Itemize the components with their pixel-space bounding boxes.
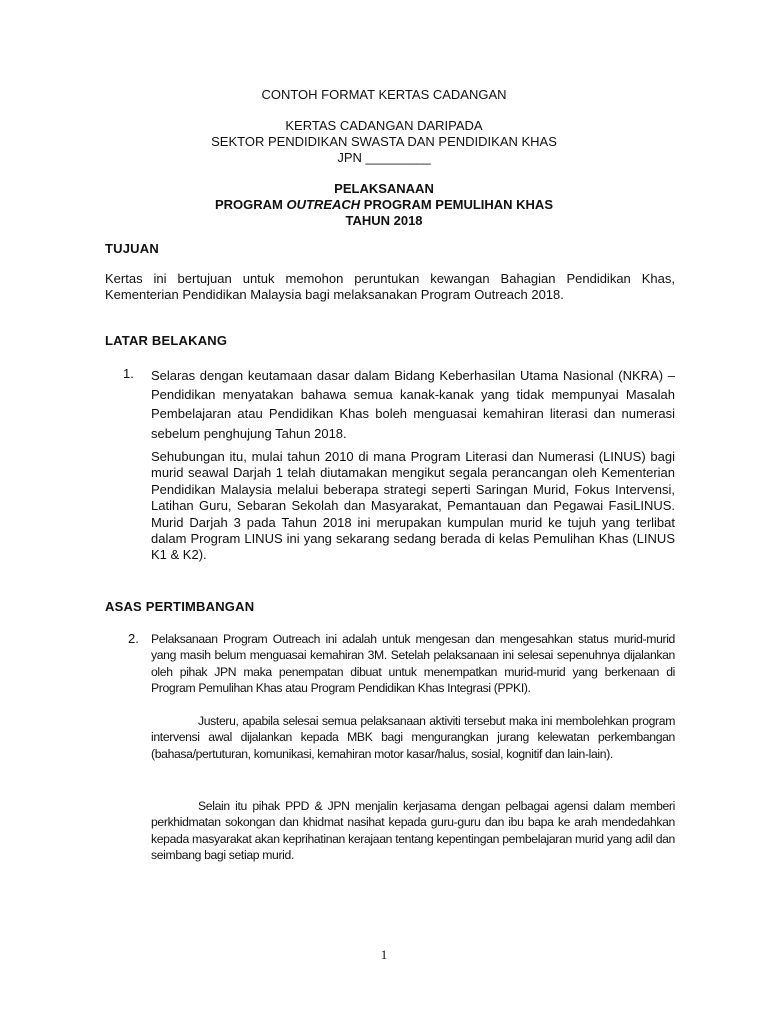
item-number-1: 1. — [123, 366, 134, 381]
jpn-line: JPN _________ — [337, 150, 431, 165]
item-number-2: 2. — [128, 631, 139, 646]
sector-line: SEKTOR PENDIDIKAN SWASTA DAN PENDIDIKAN KHAS — [211, 134, 557, 149]
section-heading-latar-belakang: LATAR BELAKANG — [105, 333, 228, 348]
tujuan-paragraph: Kertas ini bertujuan untuk memohon peruntukan kewangan Bahagian Pendidikan Khas, Kementerian Pendidikan Malaysia bagi melaksanakan Program Outreach 2018. — [105, 271, 675, 303]
asas-paragraph-2: Justeru, apabila selesai semua pelaksanaan aktiviti tersebut maka ini membolehkan program intervensi awal dijalankan kepada MBK bagi mengurangkan jurang kelewatan perkembangan (bahasa/pertuturan, komunikasi, kemahiran motor kasar/halus, sosial, kognitif dan lain-lain). — [151, 714, 675, 761]
program-title-line3: TAHUN 2018 — [345, 213, 423, 228]
latar-paragraph-1: Selaras dengan keutamaan dasar dalam Bidang Keberhasilan Utama Nasional (NKRA) – Pendidikan menyatakan bahawa semua kanak-kanak yang tidak mempunyai Masalah Pembelajaran atau Pendidikan Khas boleh menguasai kemahiran literasi dan numerasi sebelum penghujung Tahun 2018. — [151, 368, 675, 441]
program-title-outreach: OUTREACH — [286, 197, 361, 212]
section-heading-tujuan: TUJUAN — [105, 241, 159, 256]
program-title-line2 — [0, 197, 768, 212]
program-title-suffix: PROGRAM PEMULIHAN KHAS — [360, 197, 553, 212]
document-title: CONTOH FORMAT KERTAS CADANGAN — [261, 87, 507, 102]
proposal-from-line: KERTAS CADANGAN DARIPADA — [285, 118, 483, 133]
section-heading-asas-pertimbangan: ASAS PERTIMBANGAN — [105, 599, 255, 614]
latar-paragraph-2: Sehubungan itu, mulai tahun 2010 di mana Program Literasi dan Numerasi (LINUS) bagi murid seawal Darjah 1 telah diutamakan mengikut segala perancangan oleh Kementerian Pendidikan Malaysia melalui beberapa strategi seperti Saringan Murid, Fokus Intervensi, Latihan Guru, Sebaran Sekolah dan Masyarakat, Pemantauan dan Pegawai FasiLINUS. Murid Darjah 3 pada Tahun 2018 ini merupakan kumpulan murid ke tujuh yang terlibat dalam Program LINUS ini yang sekarang sedang berada di kelas Pemulihan Khas (LINUS K1 & K2). — [151, 449, 675, 563]
program-title-line1: PELAKSANAAN — [334, 181, 434, 196]
page-number: 1 — [380, 947, 388, 962]
asas-paragraph-1: Pelaksanaan Program Outreach ini adalah untuk mengesan dan mengesahkan status murid-murid yang masih belum menguasai kemahiran 3M. Setelah pelaksanaan ini selesai sepenuhnya dijalankan oleh pihak JPN maka penempatan dibuat untuk menempatkan murid-murid yang berkenaan di Program Pemulihan Khas atau Program Pendidikan Khas Integrasi (PPKI). — [151, 632, 675, 696]
asas-paragraph-3: Selain itu pihak PPD & JPN menjalin kerjasama dengan pelbagai agensi dalam memberi perkhidmatan sokongan dan khidmat nasihat kepada guru-guru dan ibu bapa ke arah mendedahkan kepada masyarakat akan keprihatinan kerajaan tentang kepentingan pembelajaran murid yang adil dan seimbang bagi setiap murid. — [151, 799, 675, 863]
program-title-prefix: PROGRAM — [214, 197, 287, 212]
